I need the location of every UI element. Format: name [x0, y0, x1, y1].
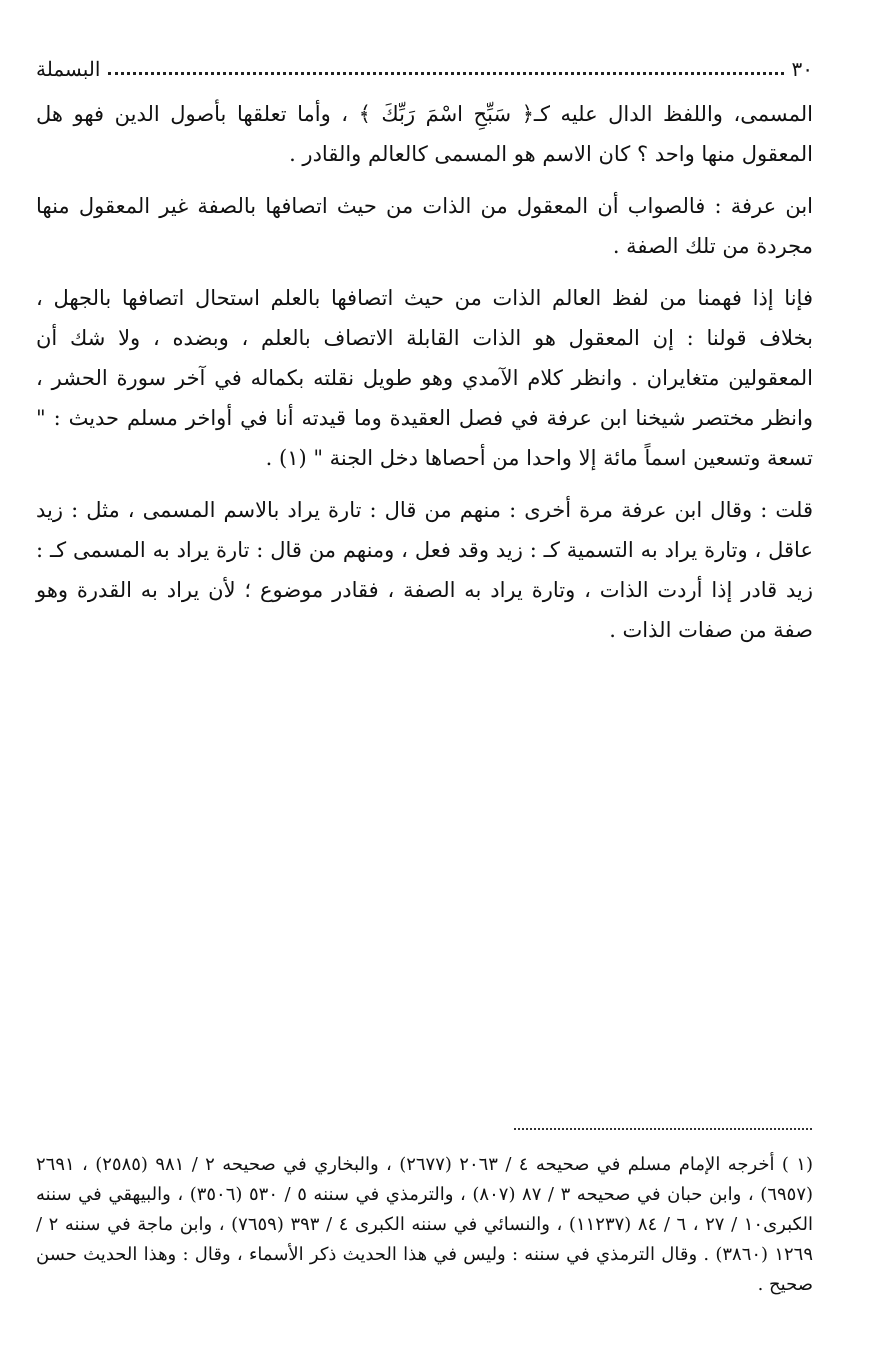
page-header: [36, 54, 813, 84]
header-dotted-leader: [108, 72, 783, 75]
paragraph: فإنا إذا فهمنا من لفظ العالم الذات من حيث اتصافها بالعلم استحال اتصافها بالجهل ، بخلاف قولنا : إن المعقول هو الذات القابلة الاتصاف بالعلم ، وبضده ، ولا شك أن المعقولين متغايران . وانظر كلام الآمدي وهو طويل نقلته بكماله في آخر سورة الحشر ، وانظر مختصر شيخنا ابن عرفة في فصل العقيدة وما قيدته أنا في أواخر مسلم حديث : " تسعة وتسعين اسماً مائة إلا واحدا من أحصاها دخل الجنة " (١) .: [36, 286, 813, 470]
page-number: ٣٠: [791, 57, 813, 81]
paragraph: المسمى، واللفظ الدال عليه كـ﴿ سَبِّحِ اسْمَ رَبِّكَ ﴾ ، وأما تعلقها بأصول الدين فهو هل المعقول منها واحد ؟ كان الاسم هو المسمى كالعالم والقادر .: [36, 102, 813, 166]
footnote: [36, 1150, 813, 1300]
paragraph: ابن عرفة : فالصواب أن المعقول من الذات من حيث اتصافها بالصفة غير المعقول منها مجردة من تلك الصفة .: [36, 194, 813, 258]
footnote-text: (١ ) أخرجه الإمام مسلم في صحيحه ٤ / ٢٠٦٣ (٢٦٧٧) ، والبخاري في صحيحه ٢ / ٩٨١ (٢٥٨٥) ، ٢٦٩١ (٦٩٥٧) ، وابن حبان في صحيحه ٣ / ٨٧ (٨٠٧) ، والترمذي في سننه ٥ / ٥٣٠ (٣٥٠٦) ، والبيهقي في سننه الكبرى١٠ / ٢٧ ، ٦ / ٨٤ (١١٢٣٧) ، والنسائي في سننه الكبرى ٤ / ٣٩٣ (٧٦٥٩) ، وابن ماجة في سننه ٢ / ١٢٦٩ (٣٨٦٠) . وقال الترمذي في سننه : وليس في هذا الحديث ذكر الأسماء ، وقال : وهذا الحديث حسن صحيح .: [36, 1154, 814, 1295]
main-text: [36, 94, 813, 662]
running-title: البسملة: [36, 57, 101, 81]
paragraph: قلت : وقال ابن عرفة مرة أخرى : منهم من قال : تارة يراد بالاسم المسمى ، مثل : زيد عاقل ، وتارة يراد به التسمية كـ : زيد وقد فعل ، ومنهم من قال : تارة يراد به المسمى كـ : زيد قادر إذا أردت الذات ، وتارة يراد به الصفة ، فقادر موضوع ؛ لأن يراد به القدرة وهو صفة من صفات الذات .: [36, 498, 813, 642]
footnote-separator: [514, 1128, 812, 1130]
